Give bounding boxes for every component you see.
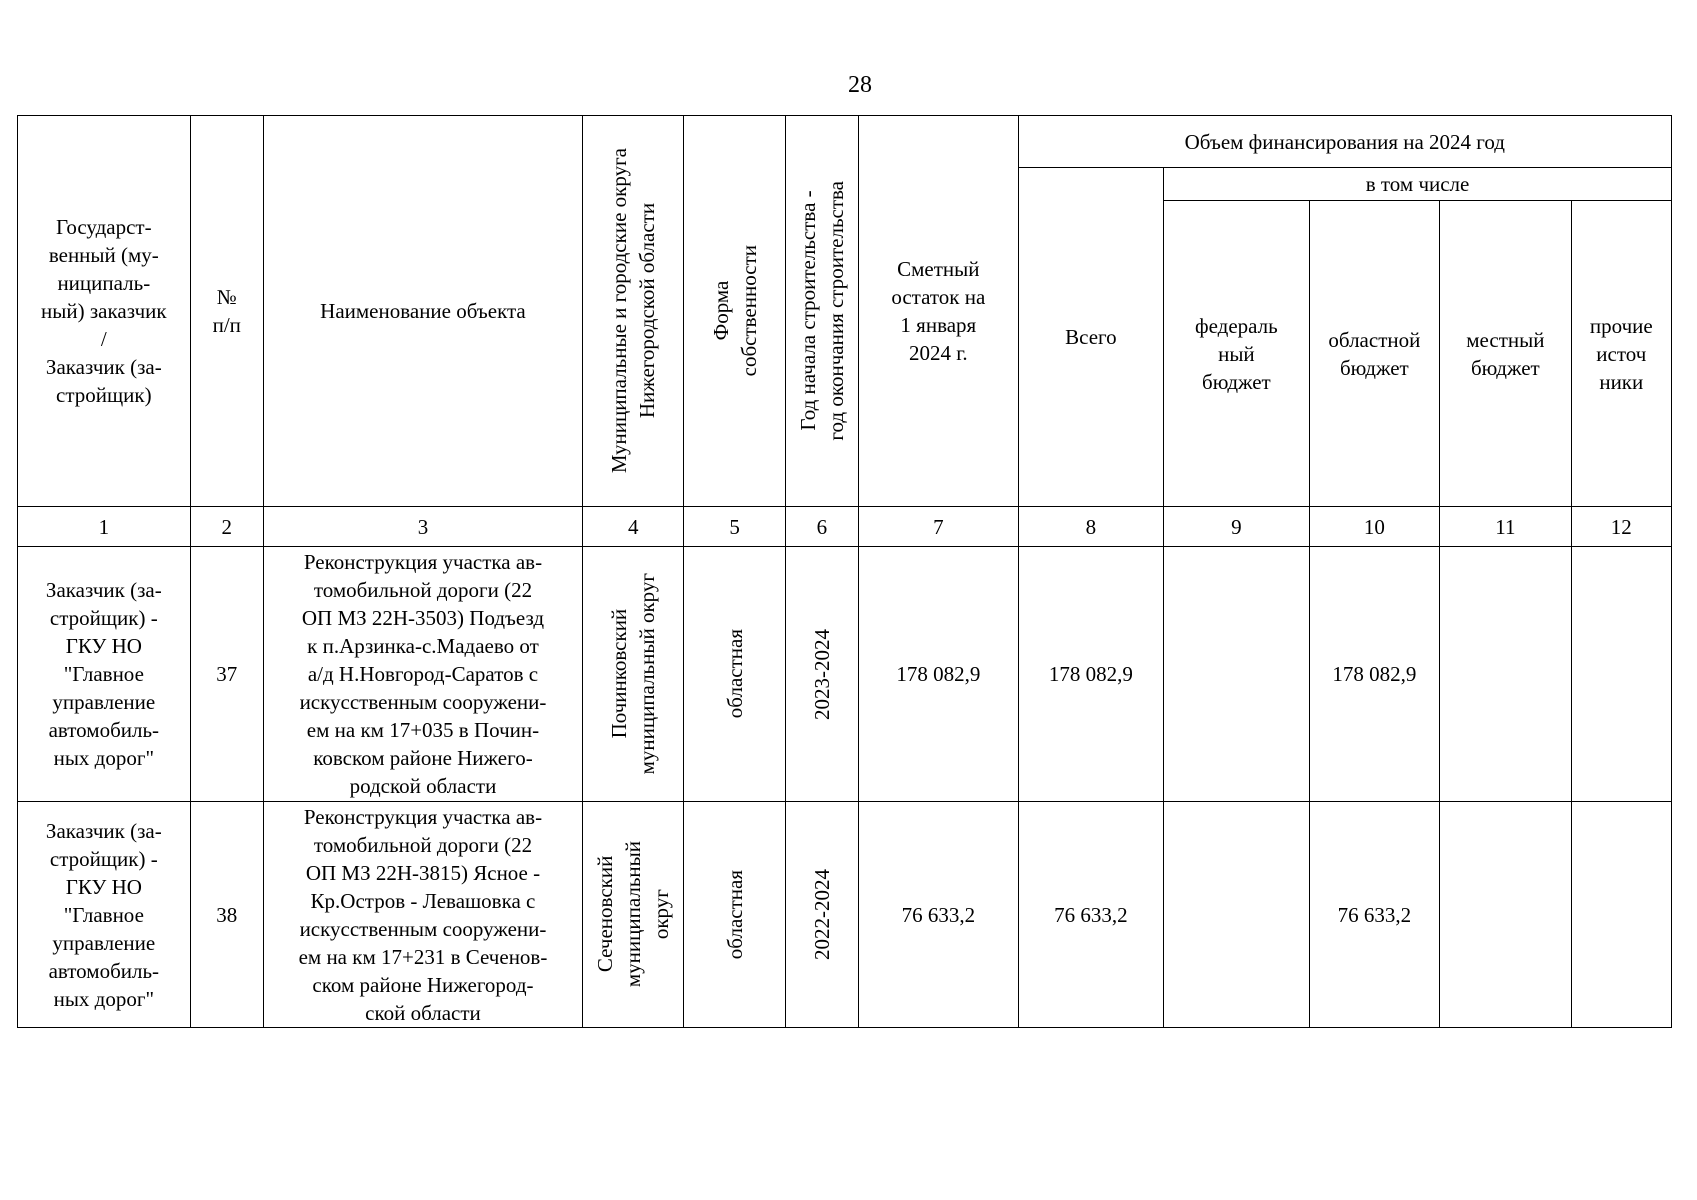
row-district-text: Сеченовский муниципальный округ <box>593 841 674 988</box>
row-ownership <box>684 802 785 1028</box>
row-regional: 178 082,9 <box>1309 547 1439 802</box>
row-other <box>1571 547 1671 802</box>
row-district <box>583 547 684 802</box>
header-estimate: Сметный остаток на 1 января 2024 г. <box>859 116 1019 507</box>
header-object-name: Наименование объекта <box>263 116 582 507</box>
column-number: 6 <box>785 507 858 547</box>
header-districts-text: Муниципальные и городские округа Нижегородской области <box>607 148 660 474</box>
row-customer: Заказчик (за- стройщик) - ГКУ НО "Главное управление автомобиль- ных дорог" <box>18 547 191 802</box>
row-total: 76 633,2 <box>1018 802 1164 1028</box>
column-number: 5 <box>684 507 785 547</box>
header-federal: федераль ный бюджет <box>1164 201 1310 507</box>
column-number: 4 <box>583 507 684 547</box>
column-number: 9 <box>1164 507 1310 547</box>
row-federal <box>1164 802 1310 1028</box>
row-years <box>785 802 858 1028</box>
row-estimate: 76 633,2 <box>859 802 1019 1028</box>
row-estimate: 178 082,9 <box>859 547 1019 802</box>
row-years-text: 2023-2024 <box>809 628 834 720</box>
column-number: 12 <box>1571 507 1671 547</box>
column-numbers-row <box>18 507 1672 547</box>
row-total: 178 082,9 <box>1018 547 1164 802</box>
header-years <box>785 116 858 507</box>
table-row <box>18 547 1672 802</box>
header-local: местный бюджет <box>1440 201 1571 507</box>
row-district-text: Починковский муниципальный округ <box>607 573 660 775</box>
header-including: в том числе <box>1164 168 1672 201</box>
row-number: 38 <box>190 802 263 1028</box>
column-number: 7 <box>859 507 1019 547</box>
row-years-text: 2022-2024 <box>809 869 834 960</box>
row-ownership-text: областная <box>722 629 747 719</box>
header-number: № п/п <box>190 116 263 507</box>
column-number: 10 <box>1309 507 1439 547</box>
header-ownership-text: Форма собственности <box>708 245 761 377</box>
header-ownership <box>684 116 785 507</box>
row-years <box>785 547 858 802</box>
column-number: 1 <box>18 507 191 547</box>
row-local <box>1440 547 1571 802</box>
column-number: 3 <box>263 507 582 547</box>
header-regional: областной бюджет <box>1309 201 1439 507</box>
header-customer: Государст- венный (му- ниципаль- ный) заказчик / Заказчик (за- стройщик) <box>18 116 191 507</box>
header-other: прочие источ ники <box>1571 201 1671 507</box>
row-district <box>583 802 684 1028</box>
row-customer: Заказчик (за- стройщик) - ГКУ НО "Главное управление автомобиль- ных дорог" <box>18 802 191 1028</box>
row-local <box>1440 802 1571 1028</box>
row-ownership <box>684 547 785 802</box>
column-number: 8 <box>1018 507 1164 547</box>
column-number: 2 <box>190 507 263 547</box>
header-years-text: Год начала строительства - год окончания строительства <box>795 181 848 441</box>
investment-table <box>17 115 1672 1028</box>
row-object-name: Реконструкция участка ав- томобильной дороги (22 ОП МЗ 22Н-3503) Подъезд к п.Арзинка-с.Мадаево от а/д Н.Новгород-Саратов с искусственным сооружени- ем на км 17+035 в Почин- ковском районе Нижего- родской области <box>263 547 582 802</box>
row-object-name: Реконструкция участка ав- томобильной дороги (22 ОП МЗ 22Н-3815) Ясное - Кр.Остров - Левашовка с искусственным сооружени- ем на км 17+231 в Сеченов- ском районе Нижегород- ской области <box>263 802 582 1028</box>
row-federal <box>1164 547 1310 802</box>
column-number: 11 <box>1440 507 1571 547</box>
table-row <box>18 802 1672 1028</box>
header-funding-group: Объем финансирования на 2024 год <box>1018 116 1671 168</box>
row-regional: 76 633,2 <box>1309 802 1439 1028</box>
row-number: 37 <box>190 547 263 802</box>
row-ownership-text: областная <box>722 869 747 960</box>
row-other <box>1571 802 1671 1028</box>
header-total: Всего <box>1018 168 1164 507</box>
page-number: 28 <box>848 72 872 98</box>
header-districts <box>583 116 684 507</box>
